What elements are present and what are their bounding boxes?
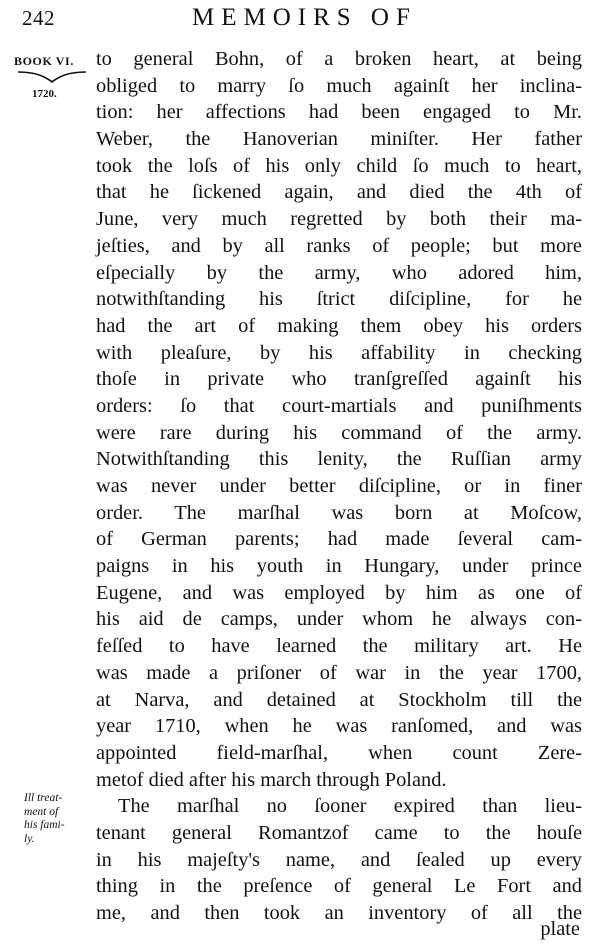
catchword: plate bbox=[540, 918, 580, 940]
text-line: eſpecially by the army, who adored him, bbox=[96, 261, 582, 284]
text-line: me, and then took an inventory of all the bbox=[96, 902, 582, 924]
text-line: thoſe in private who tranſgreſſed againſt his bbox=[96, 368, 582, 391]
sidenote-line: his fami- bbox=[24, 819, 65, 832]
margin-sidenote bbox=[24, 792, 96, 846]
text-line: Notwithſtanding this lenity, the Ruſſian army bbox=[96, 448, 582, 471]
text-line: Eugene, and was employed by him as one of bbox=[96, 581, 582, 604]
text-line: were rare during his command of the army. bbox=[96, 421, 582, 444]
text-line: with pleaſure, by his affability in checking bbox=[96, 341, 582, 364]
text-line: notwithſtanding his ſtrict diſcipline, for he bbox=[96, 288, 582, 311]
text-line: tenant general Romantzof came to the houſe bbox=[96, 821, 582, 844]
paragraph-first-line: The marſhal no ſooner expired than lieu- bbox=[118, 795, 582, 818]
text-line: paigns in his youth in Hungary, under prince bbox=[96, 555, 582, 578]
text-line: took the loſs of his only child ſo much to heart, bbox=[96, 154, 582, 177]
text-line: in his majeſty's name, and ſealed up every bbox=[96, 848, 582, 871]
text-line: had the art of making them obey his orders bbox=[96, 314, 582, 337]
page-number: 242 bbox=[22, 6, 55, 30]
sidenote-line: ment of bbox=[24, 805, 59, 818]
text-line: obliged to marry ſo much againſt her inclina- bbox=[96, 74, 582, 97]
text-line: his aid de camps, under whom he always con- bbox=[96, 608, 582, 631]
margin-brace bbox=[16, 69, 88, 83]
text-line: metof died after his march through Poland. bbox=[96, 768, 447, 791]
text-line: jeſties, and by all ranks of people; but more bbox=[96, 234, 582, 257]
text-line: at Narva, and detained at Stockholm till the bbox=[96, 688, 582, 711]
sidenote-line: ly. bbox=[24, 832, 35, 845]
text-line: thing in the preſence of general Le Fort and bbox=[96, 875, 582, 898]
margin-year: 1720. bbox=[32, 88, 57, 100]
margin-book-label: BOOK VI. bbox=[14, 54, 74, 68]
text-line: of German parents; had made ſeveral cam- bbox=[96, 528, 582, 551]
text-line: tion: her affections had been engaged to Mr. bbox=[96, 101, 582, 124]
running-title: MEMOIRS OF bbox=[192, 4, 417, 31]
text-line: appointed field-marſhal, when count Zere- bbox=[96, 741, 582, 764]
body-text bbox=[96, 46, 582, 927]
text-line: order. The marſhal was born at Moſcow, bbox=[96, 501, 582, 524]
text-line: was never under better diſcipline, or in finer bbox=[96, 475, 582, 497]
text-line: was made a priſoner of war in the year 1700, bbox=[96, 661, 582, 684]
text-line: June, very much regretted by both their ma- bbox=[96, 208, 582, 231]
text-line: orders: ſo that court-martials and puniſhments bbox=[96, 394, 582, 417]
sidenote-line: Ill treat- bbox=[24, 792, 63, 804]
text-line: that he ſickened again, and died the 4th of bbox=[96, 181, 582, 204]
text-line: to general Bohn, of a broken heart, at being bbox=[96, 48, 582, 70]
text-line: feſſed to have learned the military art. He bbox=[96, 635, 582, 658]
text-line: Weber, the Hanoverian miniſter. Her father bbox=[96, 128, 582, 151]
text-line: year 1710, when he was ranſomed, and was bbox=[96, 715, 582, 738]
